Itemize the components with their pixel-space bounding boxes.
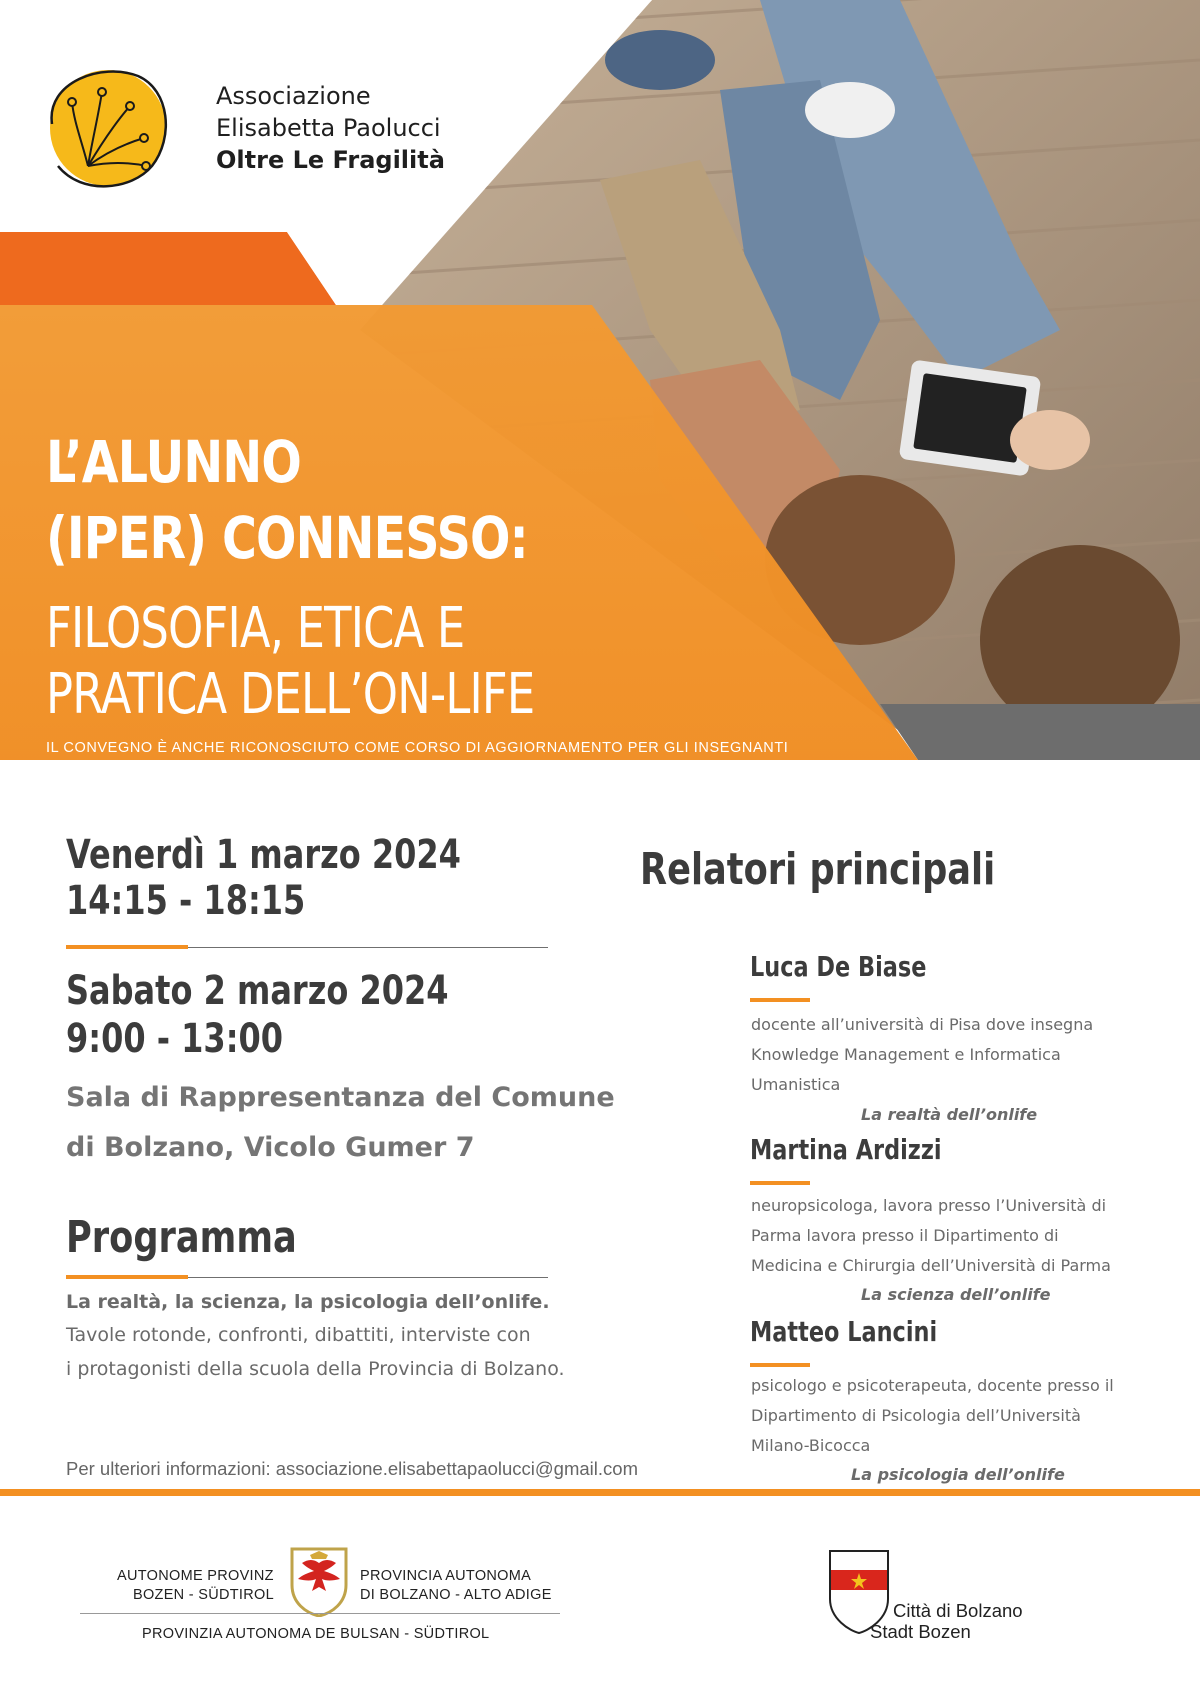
program-line3: i protagonisti della scuola della Provincia di Bolzano. (66, 1358, 565, 1380)
speaker-divider (750, 998, 810, 1002)
speaker-description: Medicina e Chirurgia dell’Università di Parma (751, 1256, 1111, 1275)
speaker-name: Matteo Lancini (750, 1315, 938, 1348)
day2-date: Sabato 2 marzo 2024 (66, 968, 449, 1014)
footer-divider (0, 1489, 1200, 1496)
day2-time: 9:00 - 13:00 (66, 1016, 284, 1062)
provincia-label-de-1: AUTONOME PROVINZ (117, 1568, 274, 1584)
event-title-line2: (IPER) CONNESSO: (46, 504, 528, 572)
speaker-divider (750, 1181, 810, 1185)
speaker-description: Umanistica (751, 1075, 841, 1094)
provincia-eagle-icon (288, 1545, 350, 1617)
provincia-label-it-1: PROVINCIA AUTONOMA (360, 1568, 532, 1584)
association-name-line1: Associazione (216, 82, 371, 110)
provincia-label-de-2: BOZEN - SÜDTIROL (133, 1587, 274, 1603)
venue-line1: Sala di Rappresentanza del Comune (66, 1082, 615, 1113)
contact-info: Per ulteriori informazioni: associazione.elisabettapaolucci@gmail.com (66, 1458, 638, 1479)
event-subtitle-line1: FILOSOFIA, ETICA E (46, 596, 465, 661)
association-tagline: Oltre Le Fragilità (216, 146, 445, 174)
speaker-description: docente all’università di Pisa dove insegna (751, 1015, 1094, 1034)
provincia-label-lad: PROVINZIA AUTONOMA DE BULSAN - SÜDTIROL (142, 1626, 490, 1642)
course-note-line2: DELLE SCUOLE DI OGNI ORDINE E GRADO IN LINGUA ITALIANA DELLA PROVINCIA DI BOLZANO (46, 767, 762, 783)
day1-date: Venerdì 1 marzo 2024 (66, 832, 461, 878)
speaker-topic: La scienza dell’onlife (861, 1285, 1051, 1304)
provincia-divider (80, 1613, 560, 1614)
speakers-title: Relatori principali (640, 844, 996, 895)
city-name-it: Città di Bolzano (893, 1600, 1023, 1621)
association-name-line2: Elisabetta Paolucci (216, 114, 441, 142)
venue-line2: di Bolzano, Vicolo Gumer 7 (66, 1132, 475, 1163)
program-divider-accent (66, 1275, 188, 1279)
speaker-description: Knowledge Management e Informatica (751, 1045, 1061, 1064)
association-logo (42, 62, 174, 194)
provincia-label-it-2: DI BOLZANO - ALTO ADIGE (360, 1587, 552, 1603)
event-subtitle-line2: PRATICA DELL’ON-LIFE (46, 662, 535, 727)
course-note-line1: IL CONVEGNO È ANCHE RICONOSCIUTO COME CORSO DI AGGIORNAMENTO PER GLI INSEGNANTI (46, 740, 789, 756)
city-name-de: Stadt Bozen (870, 1621, 971, 1642)
speaker-name: Martina Ardizzi (750, 1133, 942, 1166)
speaker-description: Milano-Bicocca (751, 1436, 871, 1455)
speaker-description: psicologo e psicoterapeuta, docente presso il (751, 1376, 1114, 1395)
speaker-description: Dipartimento di Psicologia dell’Università (751, 1406, 1081, 1425)
speaker-description: Parma lavora presso il Dipartimento di (751, 1226, 1059, 1245)
speaker-description: neuropsicologa, lavora presso l’Università di (751, 1196, 1107, 1215)
program-title: Programma (66, 1212, 297, 1263)
speaker-topic: La psicologia dell’onlife (851, 1465, 1065, 1484)
day1-time: 14:15 - 18:15 (66, 878, 306, 924)
event-title-line1: L’ALUNNO (46, 428, 301, 496)
speaker-name: Luca De Biase (750, 950, 927, 983)
speaker-divider (750, 1363, 810, 1367)
program-line2: Tavole rotonde, confronti, dibattiti, interviste con (66, 1324, 531, 1346)
schedule-divider-accent (66, 945, 188, 949)
speaker-topic: La realtà dell’onlife (861, 1105, 1038, 1124)
program-line1: La realtà, la scienza, la psicologia dell’onlife. (66, 1291, 550, 1313)
